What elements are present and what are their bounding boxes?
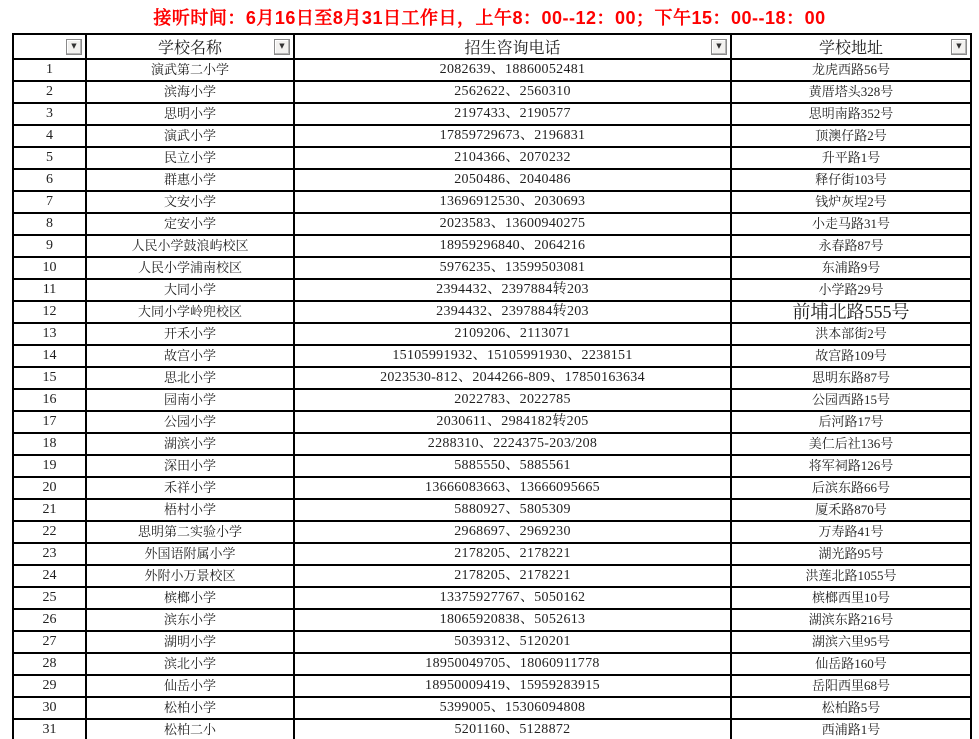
school-name-cell[interactable]: 槟榔小学	[86, 587, 294, 609]
school-name-cell[interactable]: 滨北小学	[86, 653, 294, 675]
school-name-cell[interactable]: 人民小学鼓浪屿校区	[86, 235, 294, 257]
row-number-cell[interactable]: 6	[13, 169, 86, 191]
school-name-cell[interactable]: 湖明小学	[86, 631, 294, 653]
table-row	[13, 521, 971, 543]
address-cell[interactable]: 思明南路352号	[731, 103, 971, 125]
filter-dropdown-icon[interactable]: ▼	[66, 39, 82, 55]
row-number-cell[interactable]: 20	[13, 477, 86, 499]
table-row	[13, 455, 971, 477]
address-cell[interactable]: 小走马路31号	[731, 213, 971, 235]
row-number-cell[interactable]: 31	[13, 719, 86, 739]
school-name-cell[interactable]: 滨海小学	[86, 81, 294, 103]
row-number-cell[interactable]: 11	[13, 279, 86, 301]
table-row	[13, 59, 971, 81]
address-cell[interactable]: 故宫路109号	[731, 345, 971, 367]
table-row	[13, 169, 971, 191]
schools-table	[12, 33, 972, 739]
address-cell[interactable]: 释仔街103号	[731, 169, 971, 191]
school-name-cell[interactable]: 大同小学	[86, 279, 294, 301]
school-name-cell[interactable]: 民立小学	[86, 147, 294, 169]
address-cell[interactable]: 东浦路9号	[731, 257, 971, 279]
phone-cell[interactable]: 5885550、5885561	[294, 455, 731, 477]
school-name-cell[interactable]: 外附小万景校区	[86, 565, 294, 587]
table-row	[13, 411, 971, 433]
address-cell[interactable]: 小学路29号	[731, 279, 971, 301]
school-name-cell[interactable]: 大同小学岭兜校区	[86, 301, 294, 323]
table-row	[13, 367, 971, 389]
school-name-cell[interactable]: 滨东小学	[86, 609, 294, 631]
address-cell[interactable]: 西浦路1号	[731, 719, 971, 739]
phone-cell[interactable]: 5039312、5120201	[294, 631, 731, 653]
table-row	[13, 719, 971, 739]
phone-cell[interactable]: 2968697、2969230	[294, 521, 731, 543]
row-number-cell[interactable]: 8	[13, 213, 86, 235]
row-number-cell[interactable]: 24	[13, 565, 86, 587]
address-cell[interactable]: 龙虎西路56号	[731, 59, 971, 81]
address-cell[interactable]: 思明东路87号	[731, 367, 971, 389]
row-number-cell[interactable]: 18	[13, 433, 86, 455]
row-number-cell[interactable]: 7	[13, 191, 86, 213]
school-name-cell[interactable]: 松柏小学	[86, 697, 294, 719]
table-row	[13, 565, 971, 587]
row-number-cell[interactable]: 21	[13, 499, 86, 521]
filter-dropdown-icon[interactable]: ▼	[711, 39, 727, 55]
school-name-cell[interactable]: 故宫小学	[86, 345, 294, 367]
phone-cell[interactable]: 18065920838、5052613	[294, 609, 731, 631]
table-row	[13, 125, 971, 147]
row-number-cell[interactable]: 17	[13, 411, 86, 433]
table-row	[13, 543, 971, 565]
row-number-cell[interactable]: 3	[13, 103, 86, 125]
school-name-cell[interactable]: 演武第二小学	[86, 59, 294, 81]
school-name-cell[interactable]: 思明小学	[86, 103, 294, 125]
header-school-name	[86, 34, 294, 59]
row-number-cell[interactable]: 26	[13, 609, 86, 631]
address-cell[interactable]: 后河路17号	[731, 411, 971, 433]
table-row	[13, 191, 971, 213]
phone-cell[interactable]: 2104366、2070232	[294, 147, 731, 169]
address-cell[interactable]: 黄厝塔头328号	[731, 81, 971, 103]
row-number-cell[interactable]: 15	[13, 367, 86, 389]
row-number-cell[interactable]: 5	[13, 147, 86, 169]
phone-cell[interactable]: 5399005、15306094808	[294, 697, 731, 719]
address-cell[interactable]: 永春路87号	[731, 235, 971, 257]
row-number-cell[interactable]: 4	[13, 125, 86, 147]
phone-cell[interactable]: 2022783、2022785	[294, 389, 731, 411]
row-number-cell[interactable]: 30	[13, 697, 86, 719]
table-row	[13, 609, 971, 631]
school-name-cell[interactable]: 定安小学	[86, 213, 294, 235]
table-row	[13, 235, 971, 257]
table-row	[13, 257, 971, 279]
phone-cell[interactable]: 2109206、2113071	[294, 323, 731, 345]
page-title: 接听时间：6月16日至8月31日工作日，上午8：00--12：00；下午15：00--18：00	[153, 7, 826, 28]
row-number-cell[interactable]: 2	[13, 81, 86, 103]
phone-cell[interactable]: 2082639、18860052481	[294, 59, 731, 81]
table-row	[13, 697, 971, 719]
filter-dropdown-icon[interactable]: ▼	[951, 39, 967, 55]
phone-cell[interactable]: 5976235、13599503081	[294, 257, 731, 279]
school-name-cell[interactable]: 松柏二小	[86, 719, 294, 739]
table-row	[13, 587, 971, 609]
row-number-cell[interactable]: 22	[13, 521, 86, 543]
phone-cell[interactable]: 2023583、13600940275	[294, 213, 731, 235]
address-cell[interactable]: 湖滨东路216号	[731, 609, 971, 631]
phone-cell[interactable]: 2288310、2224375-203/208	[294, 433, 731, 455]
phone-cell[interactable]: 5201160、5128872	[294, 719, 731, 739]
phone-cell[interactable]: 2050486、2040486	[294, 169, 731, 191]
table-row	[13, 631, 971, 653]
filter-dropdown-icon[interactable]: ▼	[274, 39, 290, 55]
address-cell[interactable]: 湖滨六里95号	[731, 631, 971, 653]
school-name-cell[interactable]: 外国语附属小学	[86, 543, 294, 565]
table-row	[13, 675, 971, 697]
phone-cell[interactable]: 13696912530、2030693	[294, 191, 731, 213]
school-name-cell[interactable]: 群惠小学	[86, 169, 294, 191]
table-row	[13, 323, 971, 345]
phone-cell[interactable]: 2394432、2397884转203	[294, 279, 731, 301]
address-cell[interactable]: 顶澳仔路2号	[731, 125, 971, 147]
table-row	[13, 213, 971, 235]
row-number-cell[interactable]: 13	[13, 323, 86, 345]
address-cell[interactable]: 后滨东路66号	[731, 477, 971, 499]
school-name-cell[interactable]: 公园小学	[86, 411, 294, 433]
phone-cell[interactable]: 2023530-812、2044266-809、17850163634	[294, 367, 731, 389]
row-number-cell[interactable]: 27	[13, 631, 86, 653]
school-name-cell[interactable]: 思北小学	[86, 367, 294, 389]
table-row	[13, 103, 971, 125]
address-cell[interactable]: 美仁后社136号	[731, 433, 971, 455]
header-school-name-label: 学校名称	[157, 40, 222, 57]
phone-cell[interactable]: 2030611、2984182转205	[294, 411, 731, 433]
phone-cell[interactable]: 18959296840、2064216	[294, 235, 731, 257]
phone-cell[interactable]: 2178205、2178221	[294, 565, 731, 587]
address-cell[interactable]: 湖光路95号	[731, 543, 971, 565]
row-number-cell[interactable]: 25	[13, 587, 86, 609]
school-name-cell[interactable]: 开禾小学	[86, 323, 294, 345]
row-number-cell[interactable]: 14	[13, 345, 86, 367]
table-row	[13, 477, 971, 499]
header-address	[731, 34, 971, 59]
phone-cell[interactable]: 2178205、2178221	[294, 543, 731, 565]
phone-cell[interactable]: 15105991932、15105991930、2238151	[294, 345, 731, 367]
phone-cell[interactable]: 2562622、2560310	[294, 81, 731, 103]
phone-cell[interactable]: 2197433、2190577	[294, 103, 731, 125]
school-name-cell[interactable]: 思明第二实验小学	[86, 521, 294, 543]
row-number-cell[interactable]: 10	[13, 257, 86, 279]
phone-cell[interactable]: 13666083663、13666095665	[294, 477, 731, 499]
row-number-cell[interactable]: 12	[13, 301, 86, 323]
header-row-number	[13, 34, 86, 59]
address-cell[interactable]: 公园西路15号	[731, 389, 971, 411]
school-name-cell[interactable]: 仙岳小学	[86, 675, 294, 697]
table-row	[13, 301, 971, 323]
phone-cell[interactable]: 17859729673、2196831	[294, 125, 731, 147]
table-row	[13, 81, 971, 103]
phone-cell[interactable]: 13375927767、5050162	[294, 587, 731, 609]
row-number-cell[interactable]: 9	[13, 235, 86, 257]
school-name-cell[interactable]: 人民小学浦南校区	[86, 257, 294, 279]
school-name-cell[interactable]: 演武小学	[86, 125, 294, 147]
school-name-cell[interactable]: 禾祥小学	[86, 477, 294, 499]
header-phone	[294, 34, 731, 59]
row-number-cell[interactable]: 1	[13, 59, 86, 81]
address-cell[interactable]: 万寿路41号	[731, 521, 971, 543]
phone-cell[interactable]: 18950009419、15959283915	[294, 675, 731, 697]
school-name-cell[interactable]: 园南小学	[86, 389, 294, 411]
address-cell[interactable]: 岳阳西里68号	[731, 675, 971, 697]
table-row	[13, 389, 971, 411]
address-cell[interactable]: 洪本部街2号	[731, 323, 971, 345]
phone-cell[interactable]: 18950049705、18060911778	[294, 653, 731, 675]
table-row	[13, 653, 971, 675]
header-address-label: 学校地址	[818, 40, 883, 57]
phone-cell[interactable]: 2394432、2397884转203	[294, 301, 731, 323]
table-row	[13, 433, 971, 455]
school-name-cell[interactable]: 深田小学	[86, 455, 294, 477]
header-phone-label: 招生咨询电话	[464, 40, 561, 57]
address-cell[interactable]: 升平路1号	[731, 147, 971, 169]
address-cell[interactable]: 厦禾路870号	[731, 499, 971, 521]
row-number-cell[interactable]: 19	[13, 455, 86, 477]
table-row	[13, 147, 971, 169]
header-row	[13, 34, 971, 59]
row-number-cell[interactable]: 23	[13, 543, 86, 565]
school-name-cell[interactable]: 文安小学	[86, 191, 294, 213]
address-cell[interactable]: 将军祠路126号	[731, 455, 971, 477]
phone-cell[interactable]: 5880927、5805309	[294, 499, 731, 521]
address-cell[interactable]: 仙岳路160号	[731, 653, 971, 675]
address-cell[interactable]: 槟榔西里10号	[731, 587, 971, 609]
address-cell[interactable]: 松柏路5号	[731, 697, 971, 719]
school-name-cell[interactable]: 梧村小学	[86, 499, 294, 521]
table-row	[13, 499, 971, 521]
table-row	[13, 279, 971, 301]
row-number-cell[interactable]: 28	[13, 653, 86, 675]
address-cell[interactable]: 洪莲北路1055号	[731, 565, 971, 587]
address-cell[interactable]: 前埔北路555号	[731, 301, 971, 323]
row-number-cell[interactable]: 16	[13, 389, 86, 411]
address-cell[interactable]: 钱炉灰埕2号	[731, 191, 971, 213]
row-number-cell[interactable]: 29	[13, 675, 86, 697]
table-row	[13, 345, 971, 367]
school-name-cell[interactable]: 湖滨小学	[86, 433, 294, 455]
